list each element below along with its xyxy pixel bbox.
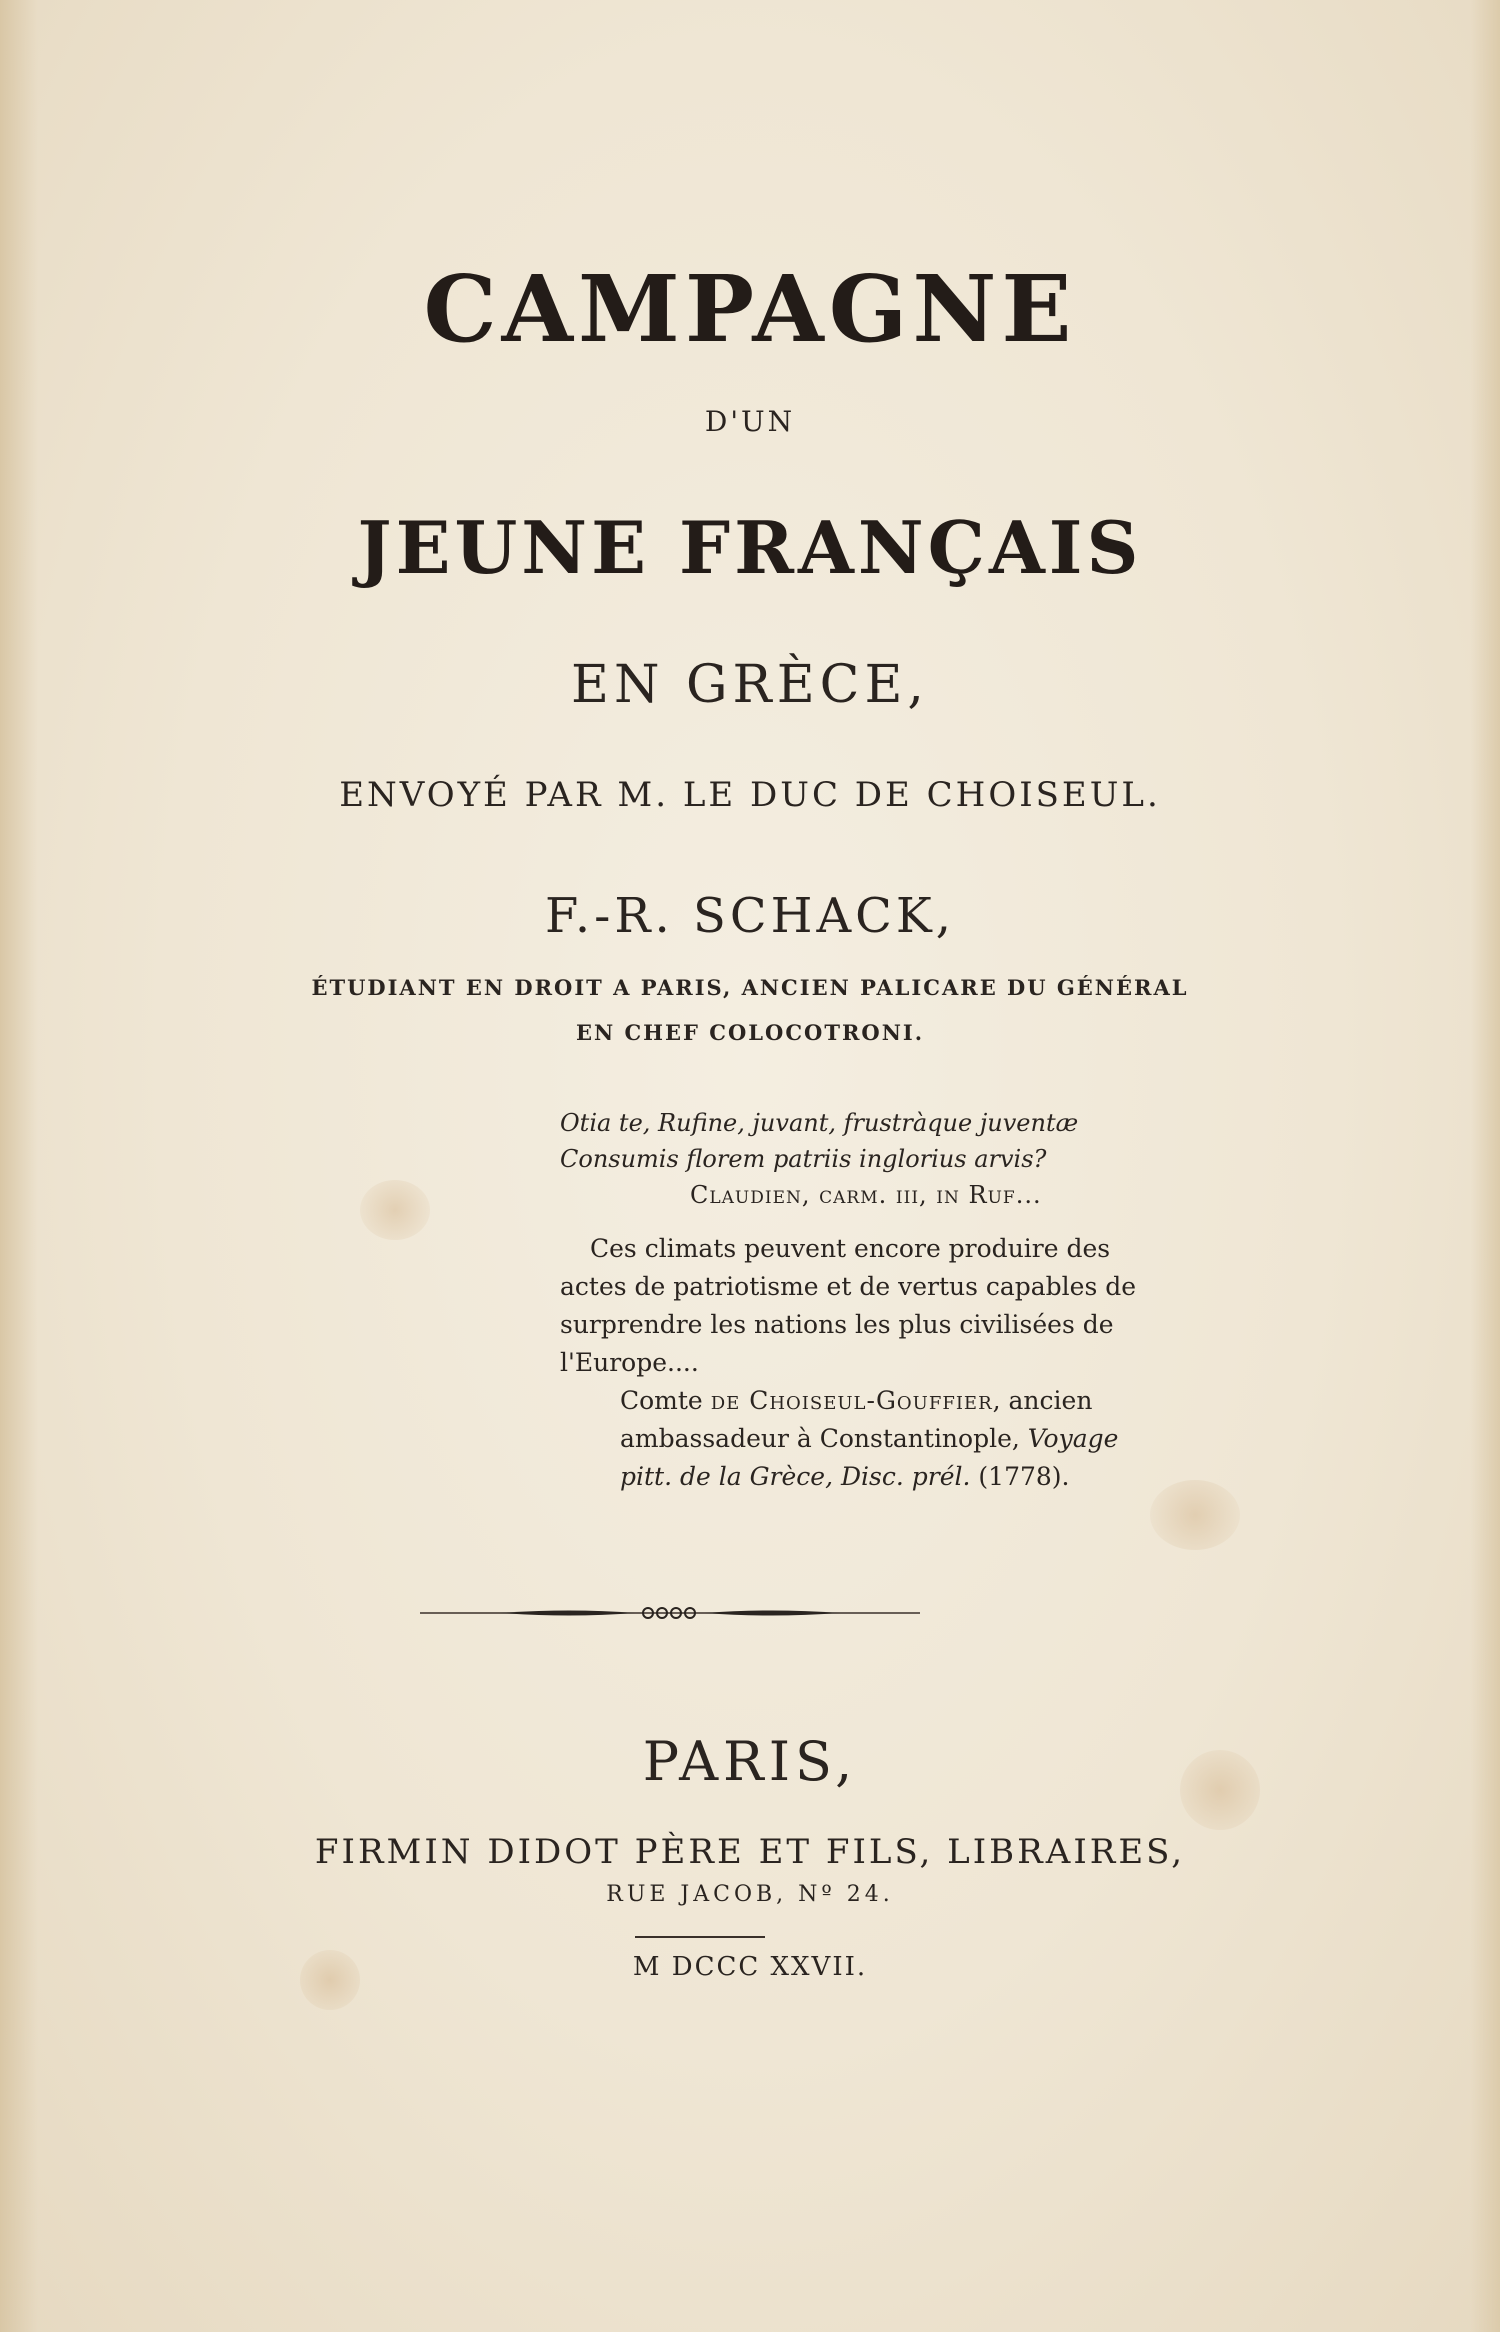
title-envoye: ENVOYÉ PAR M. LE DUC DE CHOISEUL. (339, 775, 1161, 815)
title-en-grece: EN GRÈCE, (571, 655, 929, 715)
attr-year: (1778). (978, 1462, 1070, 1491)
short-rule (635, 1936, 765, 1938)
author-description-2: EN CHEF COLOCOTRONI. (575, 1020, 925, 1045)
attr-prefix: Comte (620, 1386, 711, 1415)
quote-line: Ces climats peuvent encore produire des (590, 1234, 1111, 1263)
french-quote (560, 1230, 1137, 1382)
epigraph-attribution: Claudien, carm. iii, in Ruf... (690, 1181, 1042, 1209)
attribution-line (620, 1382, 1140, 1420)
quote-line: surprendre les nations les plus civilisées de (560, 1310, 1114, 1339)
author-description-1: ÉTUDIANT EN DROIT A PARIS, ANCIEN PALICARE DU GÉNÉRAL (311, 975, 1189, 1000)
title-jeune-francais: JEUNE FRANÇAIS (357, 505, 1143, 590)
imprint-publisher: FIRMIN DIDOT PÈRE ET FILS, LIBRAIRES, (314, 1832, 1186, 1872)
attr-work1: Voyage (1027, 1424, 1119, 1453)
decorative-rule-ornament (420, 1598, 920, 1628)
title-campagne: CAMPAGNE (423, 255, 1077, 363)
quote-line: actes de patriotisme et de vertus capables de (560, 1272, 1137, 1301)
latin-epigraph (560, 1105, 1120, 1213)
imprint-address: RUE JACOB, Nº 24. (606, 1882, 894, 1907)
foxing-stain (360, 1180, 430, 1240)
attr-after-name: , ancien (992, 1386, 1093, 1415)
attr-name: de Choiseul-Gouffier (710, 1386, 993, 1415)
attr-work2: pitt. de la Grèce, Disc. prél. (620, 1462, 971, 1491)
imprint-year: M DCCC XXVII. (632, 1952, 868, 1982)
epigraph-line: Otia te, Rufine, juvant, frustràque juventæ (560, 1109, 1079, 1137)
attribution-line (620, 1420, 1140, 1458)
foxing-stain (1150, 1480, 1240, 1550)
quote-line: l'Europe.... (560, 1348, 699, 1377)
attr-line2: ambassadeur à Constantinople, (620, 1424, 1020, 1453)
attribution-line (620, 1458, 1140, 1496)
epigraph-line: Consumis florem patriis inglorius arvis? (560, 1145, 1047, 1173)
author-name: F.-R. SCHACK, (545, 888, 955, 944)
title-dun: D'UN (704, 405, 796, 438)
quote-attribution (620, 1382, 1140, 1496)
imprint-city: PARIS, (642, 1730, 858, 1793)
